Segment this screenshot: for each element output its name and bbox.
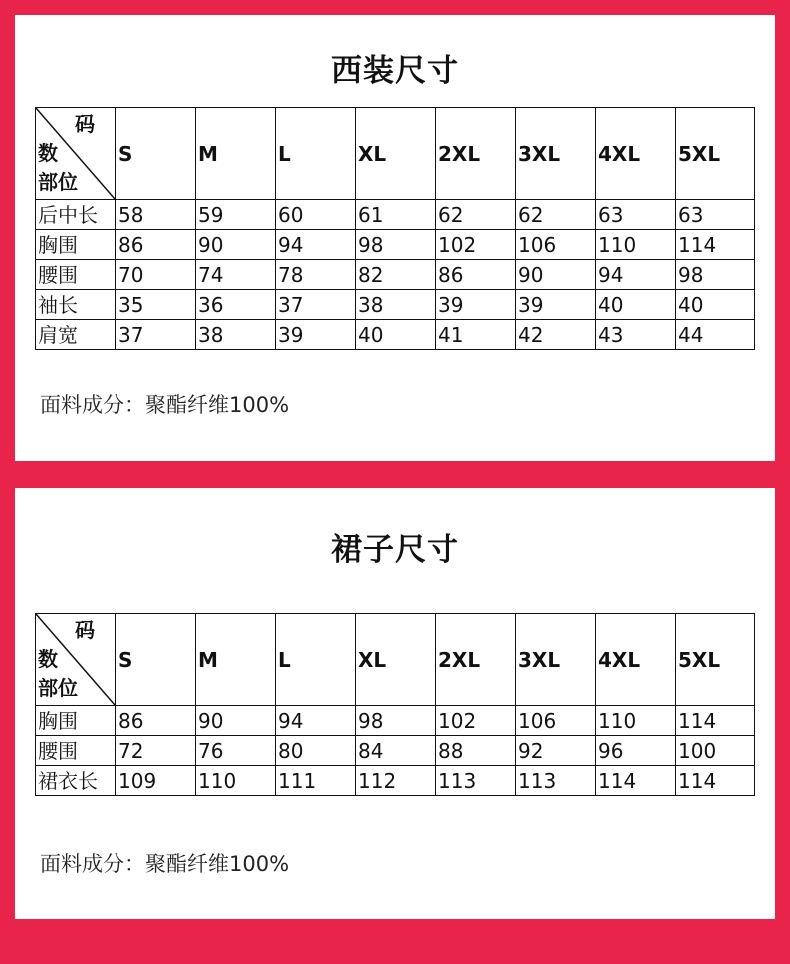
table-cell: 92: [516, 736, 596, 766]
table-cell: 58: [116, 200, 196, 230]
size-column-header: 5XL: [676, 614, 755, 706]
row-label: 袖长: [36, 290, 116, 320]
suit-size-table: [35, 107, 755, 350]
table-row: [36, 290, 755, 320]
table-cell: 94: [276, 706, 356, 736]
table-cell: 39: [276, 320, 356, 350]
table-cell: 112: [356, 766, 436, 796]
table-cell: 74: [196, 260, 276, 290]
skirt-size-panel: [15, 488, 775, 919]
row-label: 胸围: [36, 230, 116, 260]
table-cell: 114: [676, 766, 755, 796]
corner-label-number: 数: [38, 141, 58, 165]
size-column-header: XL: [356, 108, 436, 200]
table-cell: 44: [676, 320, 755, 350]
size-column-header: 3XL: [516, 108, 596, 200]
suit-size-panel: [15, 15, 775, 461]
table-cell: 98: [676, 260, 755, 290]
table-cell: 78: [276, 260, 356, 290]
corner-header-cell: [36, 108, 116, 200]
table-cell: 106: [516, 706, 596, 736]
table-cell: 63: [596, 200, 676, 230]
table-cell: 110: [196, 766, 276, 796]
skirt-size-table: [35, 613, 755, 796]
suit-fabric-note: 面料成分：聚酯纤维100%: [40, 393, 290, 417]
table-cell: 98: [356, 706, 436, 736]
table-cell: 62: [436, 200, 516, 230]
table-cell: 106: [516, 230, 596, 260]
table-cell: 37: [116, 320, 196, 350]
skirt-fabric-note: 面料成分：聚酯纤维100%: [40, 852, 290, 876]
table-cell: 38: [196, 320, 276, 350]
table-cell: 113: [516, 766, 596, 796]
table-cell: 70: [116, 260, 196, 290]
table-cell: 86: [436, 260, 516, 290]
corner-label-size: 码: [75, 112, 95, 136]
skirt-size-title: 裙子尺寸: [331, 532, 459, 568]
table-cell: 110: [596, 706, 676, 736]
table-cell: 35: [116, 290, 196, 320]
table-cell: 60: [276, 200, 356, 230]
suit-size-title: 西装尺寸: [331, 53, 459, 89]
table-cell: 94: [276, 230, 356, 260]
table-cell: 113: [436, 766, 516, 796]
table-cell: 114: [676, 706, 755, 736]
size-column-header: 4XL: [596, 108, 676, 200]
table-row: [36, 200, 755, 230]
corner-label-size: 码: [75, 618, 95, 642]
table-cell: 40: [356, 320, 436, 350]
table-cell: 39: [436, 290, 516, 320]
corner-label-number: 数: [38, 647, 58, 671]
size-column-header: L: [276, 614, 356, 706]
table-cell: 38: [356, 290, 436, 320]
table-row: [36, 736, 755, 766]
table-cell: 37: [276, 290, 356, 320]
table-cell: 72: [116, 736, 196, 766]
table-row: [36, 766, 755, 796]
size-column-header: 2XL: [436, 614, 516, 706]
table-cell: 90: [516, 260, 596, 290]
row-label: 腰围: [36, 260, 116, 290]
table-cell: 36: [196, 290, 276, 320]
size-column-header: 3XL: [516, 614, 596, 706]
table-cell: 90: [196, 706, 276, 736]
size-column-header: XL: [356, 614, 436, 706]
table-cell: 80: [276, 736, 356, 766]
row-label: 肩宽: [36, 320, 116, 350]
size-header-row: [36, 614, 755, 706]
table-cell: 63: [676, 200, 755, 230]
table-cell: 100: [676, 736, 755, 766]
table-cell: 59: [196, 200, 276, 230]
size-column-header: M: [196, 614, 276, 706]
table-row: [36, 260, 755, 290]
table-cell: 90: [196, 230, 276, 260]
size-column-header: S: [116, 108, 196, 200]
size-column-header: 4XL: [596, 614, 676, 706]
row-label: 胸围: [36, 706, 116, 736]
size-column-header: 5XL: [676, 108, 755, 200]
table-cell: 88: [436, 736, 516, 766]
table-row: [36, 230, 755, 260]
table-cell: 86: [116, 706, 196, 736]
table-cell: 114: [676, 230, 755, 260]
table-cell: 110: [596, 230, 676, 260]
table-cell: 41: [436, 320, 516, 350]
table-row: [36, 320, 755, 350]
size-column-header: 2XL: [436, 108, 516, 200]
table-cell: 62: [516, 200, 596, 230]
table-row: [36, 706, 755, 736]
table-cell: 102: [436, 706, 516, 736]
row-label: 裙衣长: [36, 766, 116, 796]
table-cell: 102: [436, 230, 516, 260]
table-cell: 114: [596, 766, 676, 796]
table-cell: 61: [356, 200, 436, 230]
table-cell: 76: [196, 736, 276, 766]
table-cell: 111: [276, 766, 356, 796]
size-column-header: M: [196, 108, 276, 200]
row-label: 腰围: [36, 736, 116, 766]
table-cell: 43: [596, 320, 676, 350]
table-cell: 39: [516, 290, 596, 320]
table-cell: 98: [356, 230, 436, 260]
row-label: 后中长: [36, 200, 116, 230]
size-column-header: S: [116, 614, 196, 706]
table-cell: 40: [596, 290, 676, 320]
table-cell: 86: [116, 230, 196, 260]
table-cell: 84: [356, 736, 436, 766]
corner-label-part: 部位: [38, 676, 78, 700]
table-cell: 40: [676, 290, 755, 320]
table-cell: 42: [516, 320, 596, 350]
size-column-header: L: [276, 108, 356, 200]
size-header-row: [36, 108, 755, 200]
corner-header-cell: [36, 614, 116, 706]
table-cell: 82: [356, 260, 436, 290]
table-cell: 94: [596, 260, 676, 290]
table-cell: 96: [596, 736, 676, 766]
table-cell: 109: [116, 766, 196, 796]
corner-label-part: 部位: [38, 170, 78, 194]
